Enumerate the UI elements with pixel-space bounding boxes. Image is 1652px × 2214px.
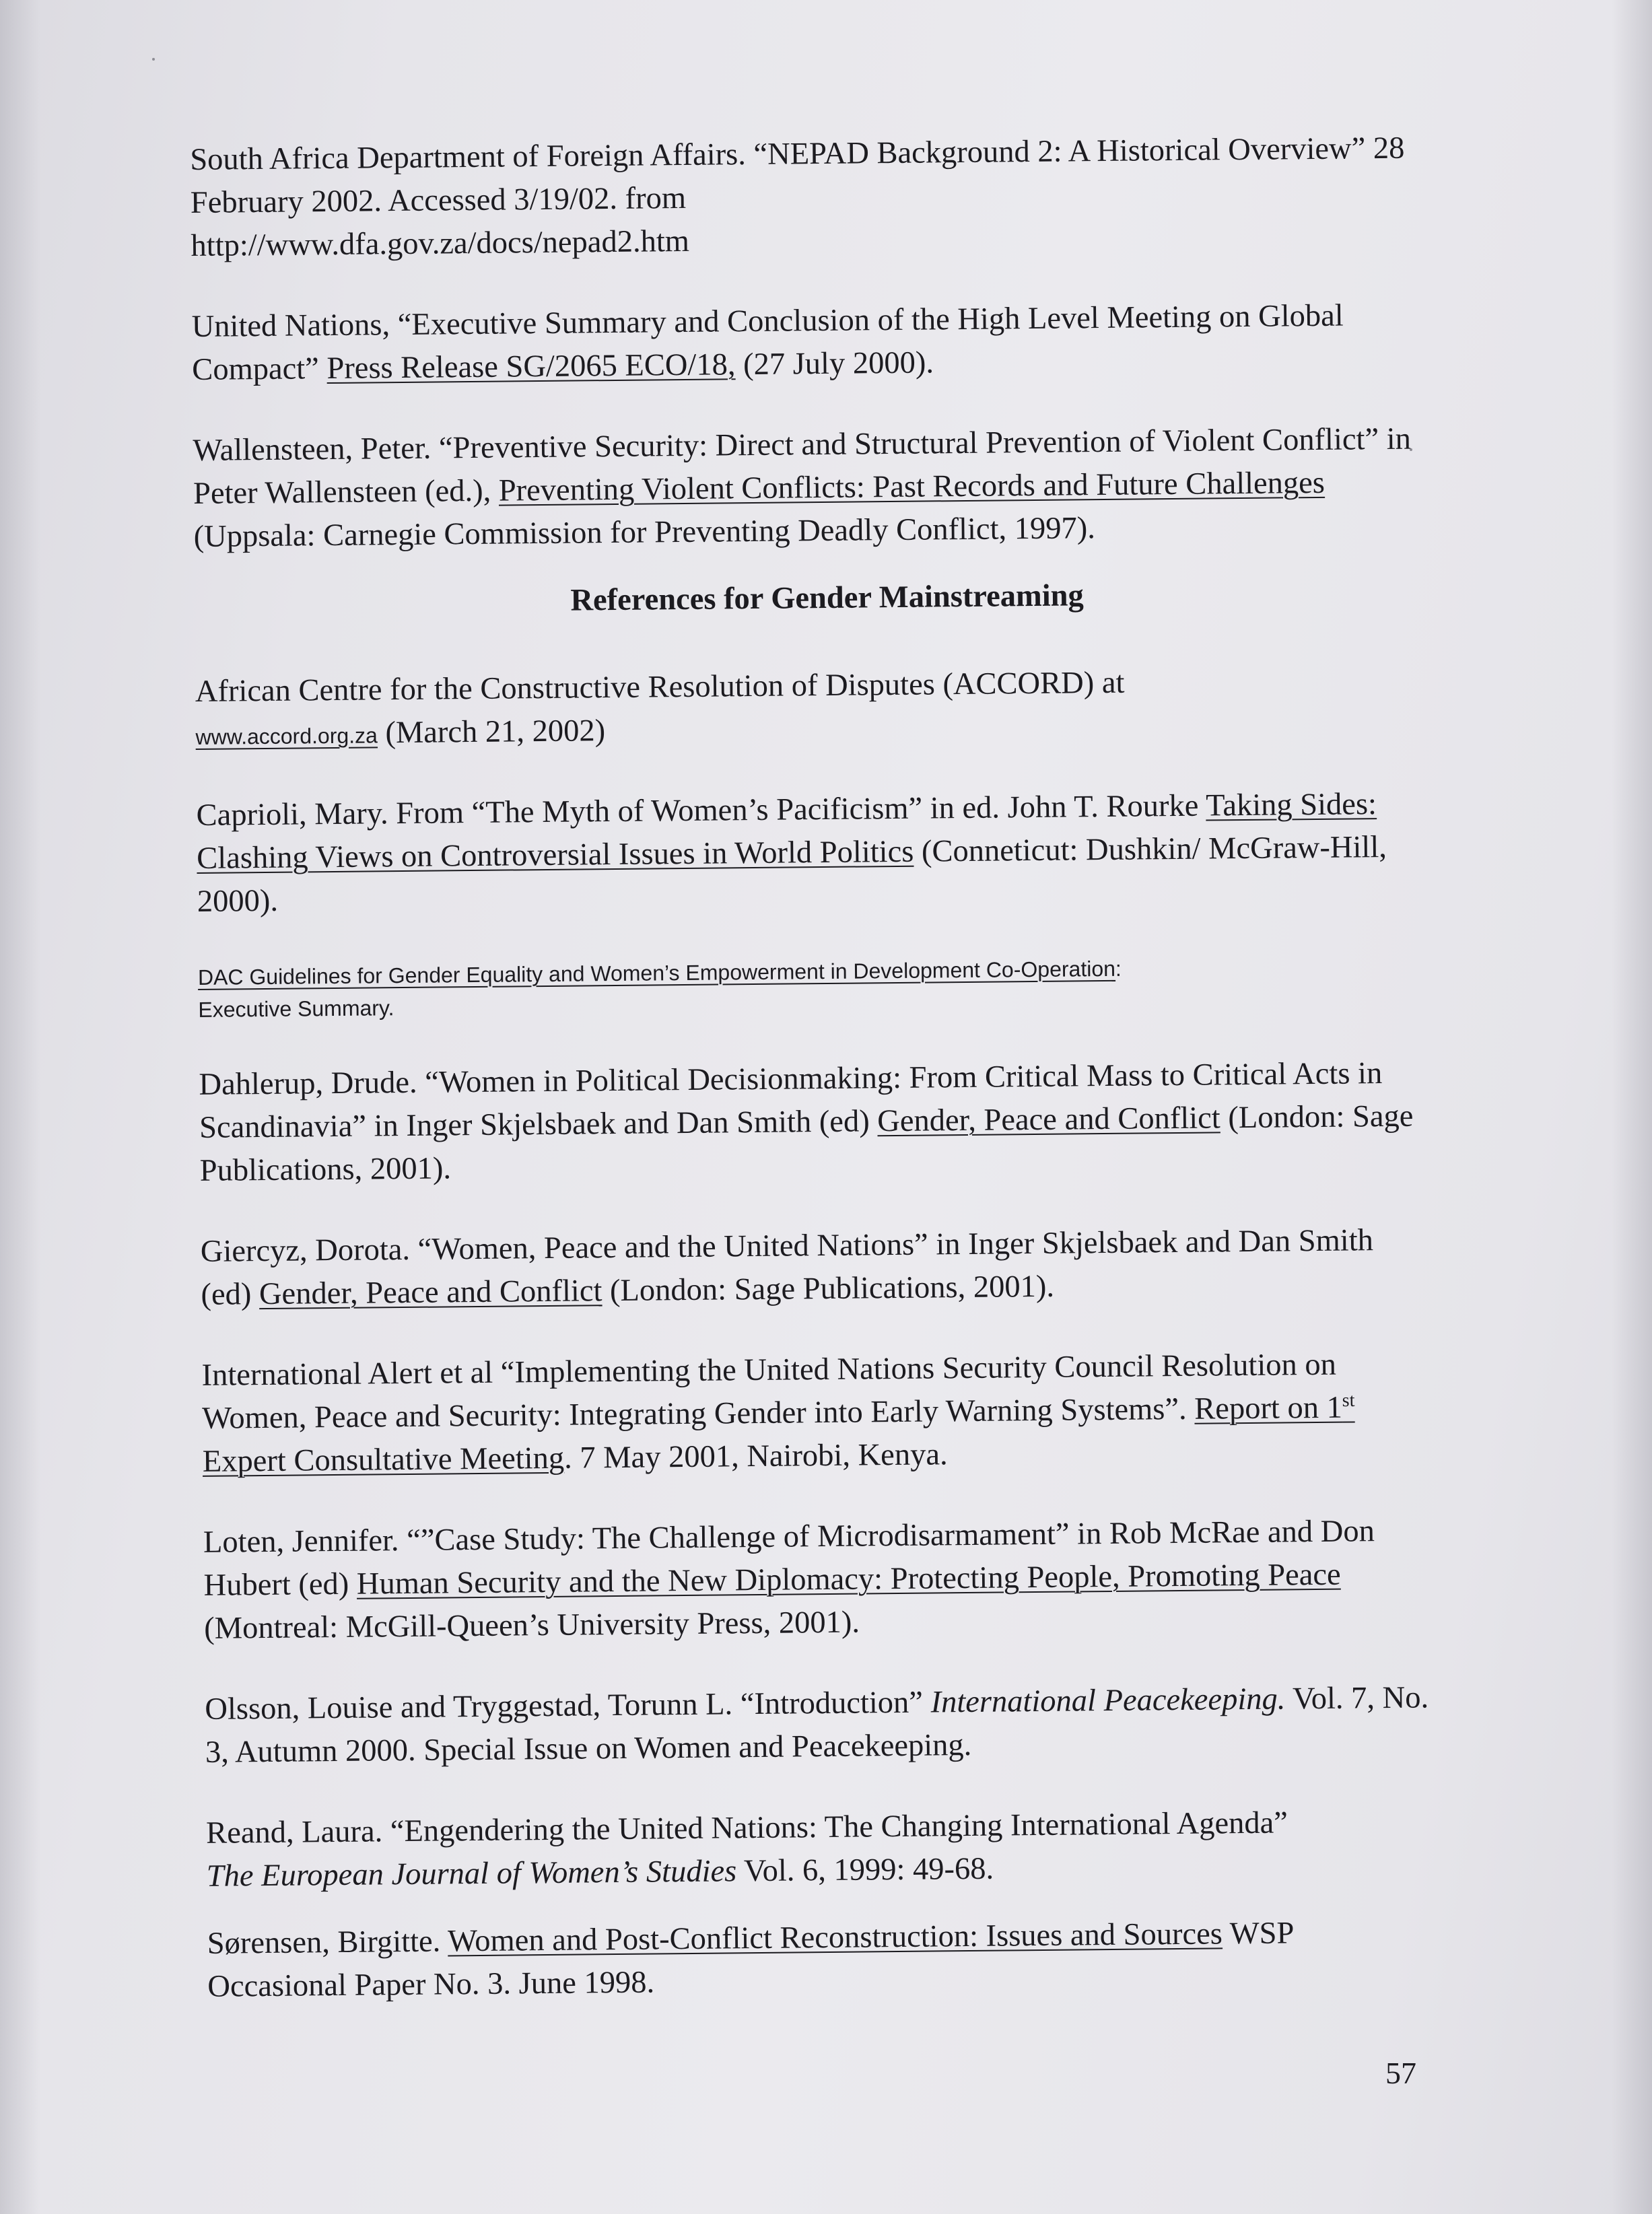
reference-title: “Women in Political Decisionmaking: From Critical Mass to Critical Acts in Scandinavia”: [199, 1056, 1383, 1145]
reference-author: United Nations,: [191, 308, 390, 344]
page-number: 57: [1385, 2056, 1416, 2090]
reference-author: Wallensteen, Peter.: [193, 431, 432, 468]
reference-journal: The European Journal of Women’s Studies: [206, 1854, 737, 1894]
ordinal-suffix: st: [1342, 1389, 1355, 1412]
reference-author: Olsson, Louise and Tryggestad, Torunn L.: [205, 1687, 733, 1727]
reference-url[interactable]: www.accord.org.za: [195, 723, 378, 749]
reference-title: “Preventive Security: Direct and Structural Prevention of Violent Conflict”: [438, 422, 1379, 466]
reference-author: Sørensen, Birgitte.: [207, 1924, 441, 1961]
reference-source: Gender, Peace and Conflict: [877, 1101, 1220, 1139]
reference-details: WSP Occasional Paper No. 3. June 1998.: [207, 1916, 1293, 2004]
reference-entry-loten: [203, 1509, 1430, 1650]
reference-source: Press Release SG/2065 ECO/18,: [326, 347, 736, 386]
reference-title: “Introduction”: [740, 1685, 924, 1722]
reference-entry-dahlerup: [199, 1051, 1425, 1192]
page-edge-shadow-left: [0, 0, 40, 2214]
reference-title: From “The Myth of Women’s Pacificism”: [396, 791, 923, 831]
reference-editor: in Inger Skjelsbaek and Dan Smith (ed): [201, 1223, 1374, 1312]
reference-source: Human Security and the New Diplomacy: Protecting People, Promoting Peace: [356, 1557, 1341, 1601]
reference-entry-olsson: [205, 1676, 1431, 1774]
reference-author: South Africa Department of Foreign Affairs.: [190, 137, 747, 177]
reference-source-text: Expert Consultative Meeting: [202, 1441, 565, 1479]
reference-source: Preventing Violent Conflicts: Past Records and Future Challenges: [498, 465, 1326, 508]
reference-journal: International Peacekeeping.: [930, 1682, 1286, 1720]
reference-editor: in Peter Wallensteen (ed.),: [193, 421, 1412, 511]
reference-colon: :: [1115, 956, 1122, 981]
reference-details: Vol. 7, No. 3, Autumn 2000. Special Issue on Women and Peacekeeping.: [205, 1680, 1429, 1770]
reference-entry-reand: [206, 1800, 1432, 1898]
reference-details: . 7 May 2001, Nairobi, Kenya.: [563, 1437, 948, 1476]
reference-details: (Uppsala: Carnegie Commission for Preventing Deadly Conflict, 1997).: [193, 511, 1096, 554]
reference-entry-caprioli: [196, 782, 1422, 923]
reference-title: “Women, Peace and the United Nations”: [417, 1227, 928, 1267]
reference-entry-accord: [195, 658, 1421, 756]
reference-author: Loten, Jennifer.: [203, 1523, 399, 1560]
reference-source-text: Report on 1: [1194, 1390, 1343, 1426]
reference-editor: in Rob McRae and Don Hubert (ed): [203, 1514, 1375, 1603]
reference-entry-dfa: [190, 127, 1416, 268]
reference-editor: in ed. John T. Rourke: [930, 788, 1199, 826]
reference-title: “Executive Summary and Conclusion of the High Level Meeting on Global Compact”: [192, 298, 1344, 387]
reference-title: “Implementing the United Nations Security Council Resolution on Women, Peace and Security: Integrating Gender into Early Warning Systems”.: [202, 1347, 1337, 1436]
reference-source: Women and Post-Conflict Reconstruction: Issues and Sources: [447, 1916, 1223, 1959]
speck: [152, 58, 155, 61]
reference-title: DAC Guidelines for Gender Equality and Women’s Empowerment in Development Co-Operation: [197, 956, 1116, 990]
reference-text: African Centre for the Constructive Resolution of Disputes (ACCORD) at: [195, 665, 1125, 709]
reference-source: Gender, Peace and Conflict: [259, 1274, 603, 1312]
reference-title: “Engendering the United Nations: The Changing International Agenda”: [390, 1805, 1288, 1849]
reference-date: (March 21, 2002): [385, 714, 606, 751]
page-edge-shadow-right: [1612, 0, 1652, 2214]
reference-list: [190, 127, 1433, 2046]
reference-details: Vol. 6, 1999: 49-68.: [743, 1851, 994, 1889]
reference-details: (27 July 2000).: [743, 345, 934, 382]
reference-details: (London: Sage Publications, 2001).: [199, 1099, 1414, 1188]
reference-url[interactable]: http://www.dfa.gov.za/docs/nepad2.htm: [191, 223, 690, 263]
reference-entry-sorensen: [207, 1910, 1433, 2008]
reference-details: (Montreal: McGill-Queen’s University Press, 2001).: [204, 1605, 860, 1646]
reference-entry-wallensteen: [193, 418, 1419, 559]
reference-entry-dac: [198, 949, 1424, 1025]
reference-entry-giercyz: [201, 1218, 1426, 1316]
reference-title: “”Case Study: The Challenge of Microdisarmament”: [406, 1517, 1070, 1558]
reference-author: Giercyz, Dorota.: [200, 1232, 411, 1269]
reference-author: Dahlerup, Drude.: [199, 1065, 417, 1102]
reference-author: Reand, Laura.: [205, 1814, 383, 1850]
reference-source: Taking Sides: Clashing Views on Controversial Issues in World Politics: [197, 787, 1377, 876]
reference-details: 28 February 2002. Accessed 3/19/02. from: [190, 131, 1405, 220]
reference-entry-international-alert: [201, 1342, 1428, 1483]
reference-details: (London: Sage Publications, 2001).: [609, 1269, 1055, 1309]
reference-details: (Conneticut: Dushkin/ McGraw-Hill, 2000).: [197, 829, 1387, 919]
reference-entry-un: [191, 294, 1417, 392]
section-heading: References for Gender Mainstreaming: [570, 578, 1084, 618]
reference-title: “NEPAD Background 2: A Historical Overview”: [753, 131, 1366, 172]
reference-details: Executive Summary.: [198, 996, 394, 1022]
reference-author: Caprioli, Mary.: [196, 796, 388, 833]
reference-author: International Alert et al: [201, 1355, 493, 1393]
reference-editor: in Inger Skjelsbaek and Dan Smith (ed): [374, 1104, 870, 1144]
